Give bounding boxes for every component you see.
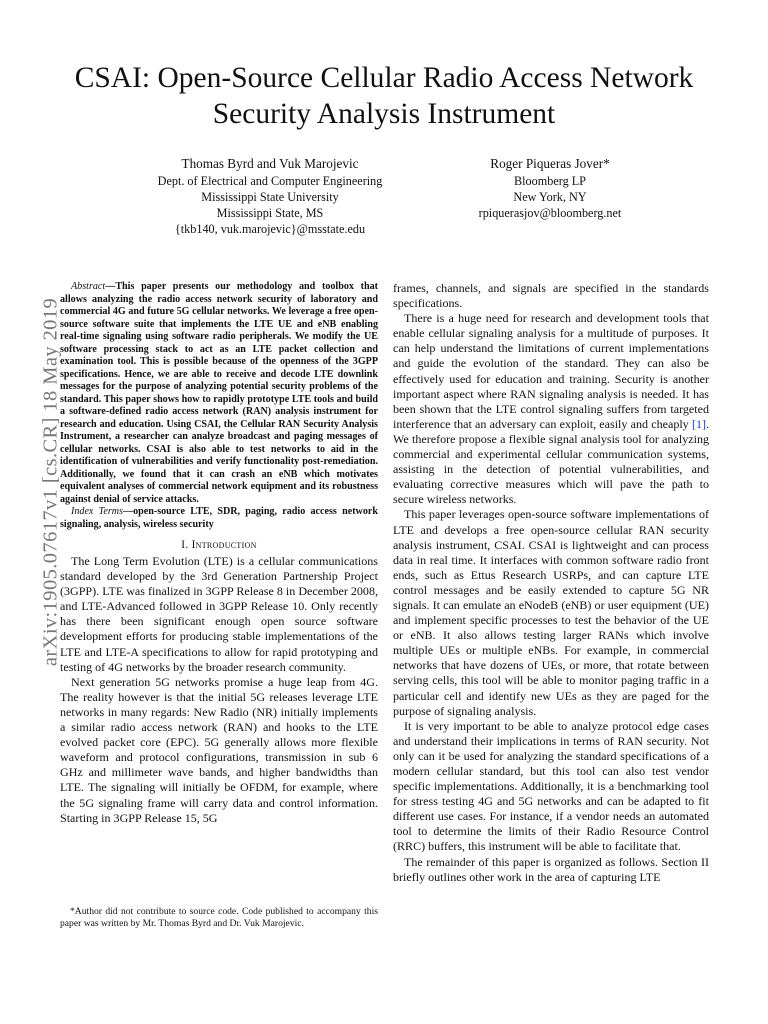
author-email: rpiquerasjov@bloomberg.net (478, 206, 622, 220)
body-paragraph: Next generation 5G networks promise a huge leap from 4G. The reality however is that the initial 5G releases leverage LTE networks in many regards: New Radio (NR) initially implements a similar radio access network (RAN) and hooks to the LTE evolved packet core (EPC). 5G generally allows more flexible waveform and protocol configurations, transmission in sub 6 GHz and millimeter wave bands, and higher bandwidths than LTE. The signaling will initially be OFDM, for example, where the 5G signaling frame will carry data and control information. Starting in 3GPP Release 15, 5G (60, 674, 378, 825)
body-paragraph: This paper leverages open-source software implementations of LTE and develops a free open-source cellular RAN security analysis instrument, CSAI. CSAI is lightweight and can process data in real time. It interfaces with common software radio front ends, such as Ettus Research USRPs, and can capture LTE control messages and be easily extended to capture 5G NR signals. It can emulate an eNodeB (eNB) or user equipment (UE) and implement specific processes to test the behavior of the UE or eNB. It also allows testing larger RANs which involve multiple UEs or multiple eNBs. For example, in commercial networks that have dozens of UEs, or more, that rotate between serving cells, this tool will be able to monitor paging traffic in a particular cell and identify new UEs as they are paged for the purpose of signaling analysis. (393, 507, 709, 718)
body-paragraph (393, 311, 709, 507)
author-names: Roger Piqueras Jover* (490, 156, 610, 171)
paragraph-text: There is a huge need for research and development tools that enable cellular signaling analysis for a multitude of purposes. It can help understand the limitations of current implementations and guide the evolution of the standard. They can also be effectively used for education and training. Security is another important aspect where RAN signaling analysis is needed. It has been shown that the LTE control signaling suffers from targeted interference that an adversary can exploit, easily and cheaply (393, 311, 709, 431)
abstract-label: Abstract (71, 281, 106, 292)
author-block-left (125, 156, 415, 237)
body-paragraph: frames, channels, and signals are specified in the standards specifications. (393, 281, 709, 311)
left-column (60, 281, 378, 826)
body-paragraph: The remainder of this paper is organized as follows. Section II briefly outlines other work in the area of capturing LTE (393, 854, 709, 884)
index-terms-text: —open-source LTE, SDR, paging, radio access network signaling, analysis, wireless security (60, 506, 378, 530)
index-terms-label: Index Terms (71, 506, 123, 517)
author-names: Thomas Byrd and Vuk Marojevic (181, 156, 359, 171)
body-paragraph: The Long Term Evolution (LTE) is a cellular communications standard developed by the 3rd Generation Partnership Project (3GPP). LTE was finalized in 3GPP Release 8 in December 2008, and LTE-Advanced followed in 3GPP Release 10. Only recently has there been significant enough open source software development efforts for producing stable implementations of the LTE and LTE-A specifications to allow for rapid prototyping and testing of 4G networks by the broader research community. (60, 554, 378, 674)
author-block-right (405, 156, 695, 221)
arxiv-stamp-text: arXiv:1905.07617v1 [cs.CR] 18 May 2019 (39, 297, 62, 667)
body-paragraph: It is very important to be able to analyze protocol edge cases and understand their implications in terms of RAN security. Not only can it be used for analyzing the standard specifications of a modern cellular standard, but this tool can also test vendor specific implementations. Additionally, it is a benchmarking tool for stress testing 4G and 5G networks and can be adapted to fit different use cases. For instance, if a vendor needs an automated tool to determine the limits of their Radio Resource Control (RRC) buffers, this instrument will be able to facilitate that. (393, 718, 709, 854)
footnote: *Author did not contribute to source code. Code published to accompany this paper was written by Mr. Thomas Byrd and Dr. Vuk Marojevic. (60, 906, 378, 929)
right-column (393, 281, 709, 885)
section-numeral: I. (181, 539, 189, 551)
author-emails: {tkb140, vuk.marojevic}@msstate.edu (174, 222, 366, 236)
section-title: Introduction (191, 539, 257, 551)
author-location: New York, NY (513, 190, 587, 204)
citation-link[interactable]: [1] (691, 416, 706, 431)
author-department: Dept. of Electrical and Computer Engineering (157, 174, 383, 188)
author-university: Mississippi State University (201, 190, 339, 204)
section-heading (60, 539, 378, 551)
author-organization: Bloomberg LP (514, 174, 586, 188)
paper-title: CSAI: Open-Source Cellular Radio Access Network Security Analysis Instrument (74, 62, 694, 130)
abstract (60, 281, 378, 506)
index-terms (60, 506, 378, 531)
paragraph-text: . We therefore propose a flexible signal analysis tool for analyzing commercial and experimental cellular communication systems, assisting in the detection of potential vulnerabilities, and evaluating corrective measures which will pave the path to secure wireless networks. (393, 416, 709, 507)
abstract-text: —This paper presents our methodology and toolbox that allows analyzing the radio access network security of laboratory and commercial 4G and future 5G cellular networks. We leverage a free open-source software suite that implements the LTE UE and eNB enabling real-time signaling using software radio peripherals. We modify the UE software processing stack to act as an LTE packet collection and examination tool. This is possible because of the openness of the 3GPP specifications. Hence, we are able to receive and decode LTE downlink messages for the purpose of analyzing potential security problems of the standard. This paper shows how to rapidly prototype LTE tools and build a software-defined radio access network (RAN) analysis instrument for research and education. Using CSAI, the Cellular RAN Security Analysis Instrument, a researcher can analyze broadcast and paging messages of cellular networks. CSAI is also able to test networks to aid in the identification of vulnerabilities and verify functionality post-remediation. Additionally, we found that it can crash an eNB which motivates equivalent analyses of commercial network equipment and its robustness against denial of service attacks. (60, 281, 378, 505)
author-location: Mississippi State, MS (216, 206, 324, 220)
